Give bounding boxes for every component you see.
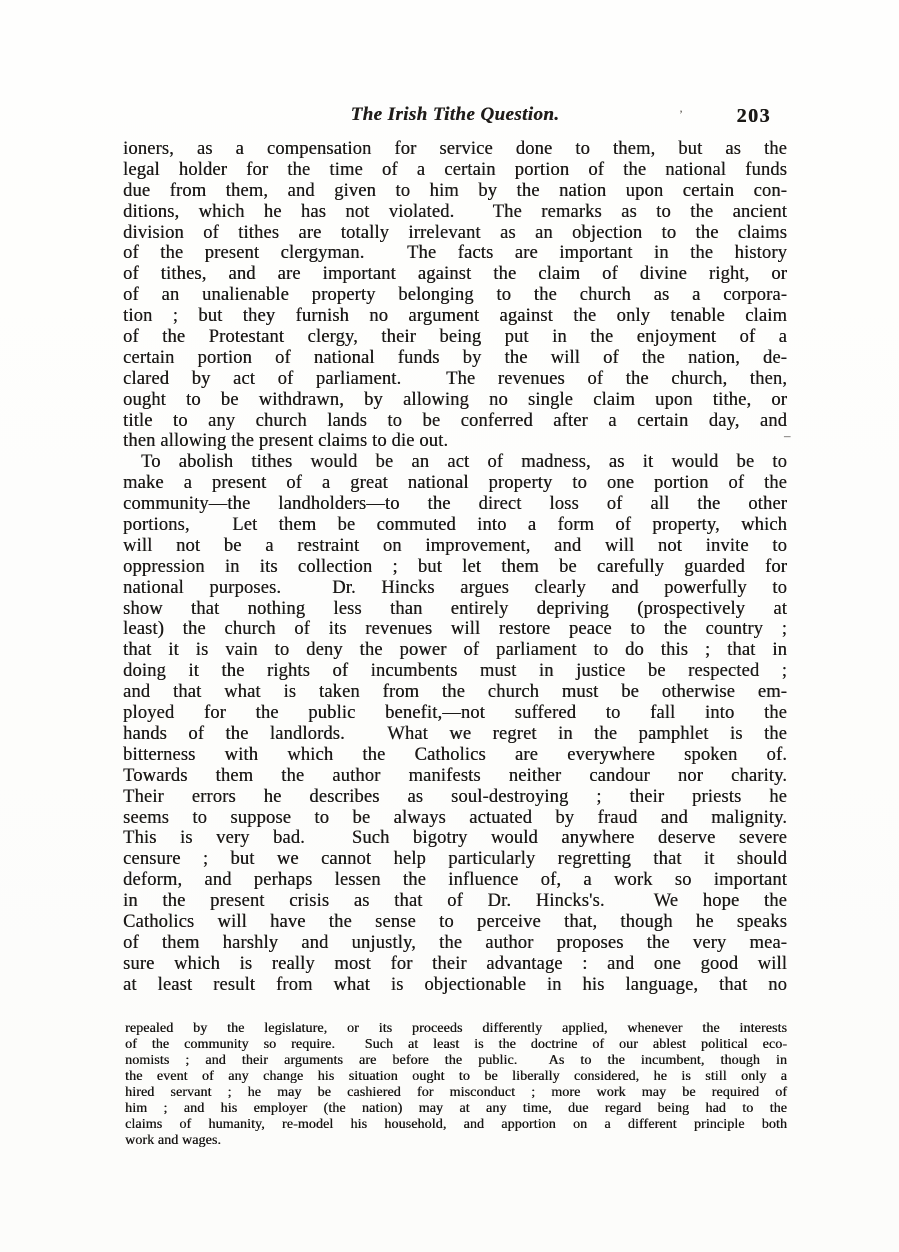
text-line: doing it the rights of incumbents must in justice be respected ;	[123, 661, 787, 682]
text-line: in the present crisis as that of Dr. Hincks's. We hope the	[123, 891, 787, 912]
text-line: bitterness with which the Catholics are everywhere spoken of.	[123, 744, 787, 765]
footnote-text	[125, 1021, 787, 1149]
text-line: of tithes, and are important against the claim of divine right, or	[123, 264, 787, 285]
text-line: title to any church lands to be conferred after a certain day, and	[123, 410, 787, 431]
text-line: due from them, and given to him by the nation upon certain con-	[123, 180, 787, 201]
text-line: division of tithes are totally irrelevant as an objection to the claims	[123, 222, 787, 243]
text-line: repealed by the legislature, or its proceeds differently applied, whenever the interests	[125, 1021, 787, 1036]
text-line: seems to suppose to be always actuated by fraud and malignity.	[123, 807, 787, 828]
paragraph-continuation	[123, 139, 787, 452]
text-line: of the present clergyman. The facts are important in the history	[123, 243, 787, 264]
text-line: at least result from what is objectionable in his language, that no	[123, 974, 787, 995]
text-line: oppression in its collection ; but let them be carefully guarded for	[123, 556, 787, 577]
text-line: Catholics will have the sense to perceive that, though he speaks	[123, 911, 787, 932]
text-line: least) the church of its revenues will restore peace to the country ;	[123, 619, 787, 640]
running-header	[123, 104, 787, 128]
text-line: legal holder for the time of a certain portion of the national funds	[123, 159, 787, 180]
text-line: To abolish tithes would be an act of madness, as it would be to	[141, 452, 787, 473]
text-line: This is very bad. Such bigotry would anywhere deserve severe	[123, 828, 787, 849]
text-line: of an unalienable property belonging to the church as a corpora-	[123, 285, 787, 306]
text-line: that it is vain to deny the power of parliament to do this ; that in	[123, 640, 787, 661]
text-line: clared by act of parliament. The revenues of the church, then,	[123, 368, 787, 389]
body-text	[123, 139, 787, 996]
text-line: tion ; but they furnish no argument against the only tenable claim	[123, 306, 787, 327]
scan-artifact-speck: ’	[679, 107, 683, 121]
text-line: of the community so require. Such at least is the doctrine of our ablest political eco-	[125, 1037, 787, 1052]
text-line: of them harshly and unjustly, the author proposes the very mea-	[123, 932, 787, 953]
paragraph-second	[123, 452, 787, 995]
text-line: certain portion of national funds by the will of the nation, de-	[123, 347, 787, 368]
text-line: then allowing the present claims to die out.	[123, 431, 449, 452]
text-line: ployed for the public benefit,—not suffered to fall into the	[123, 703, 787, 724]
text-line: work and wages.	[125, 1133, 221, 1148]
text-line: ought to be withdrawn, by allowing no single claim upon tithe, or	[123, 389, 787, 410]
text-line: ioners, as a compensation for service done to them, but as the	[123, 139, 787, 159]
text-line: community—the landholders—to the direct loss of all the other	[123, 494, 787, 515]
text-line: and that what is taken from the church must be otherwise em-	[123, 682, 787, 703]
text-line: the event of any change his situation ought to be liberally considered, he is still only a	[125, 1069, 787, 1084]
text-line: show that nothing less than entirely depriving (prospectively at	[123, 598, 787, 619]
text-line: of the Protestant clergy, their being put in the enjoyment of a	[123, 327, 787, 348]
page-number: 203	[736, 105, 771, 127]
text-line: claims of humanity, re-model his household, and apportion on a different principle both	[125, 1117, 787, 1132]
text-line: hired servant ; he may be cashiered for misconduct ; more work may be required of	[125, 1085, 787, 1100]
text-line: hands of the landlords. What we regret in the pamphlet is the	[123, 723, 787, 744]
text-line: Towards them the author manifests neither candour nor charity.	[123, 765, 787, 786]
text-line: portions, Let them be commuted into a form of property, which	[123, 515, 787, 536]
text-line: ditions, which he has not violated. The remarks as to the ancient	[123, 201, 787, 222]
page-title: The Irish Tithe Question.	[350, 104, 560, 125]
text-line: nomists ; and their arguments are before the public. As to the incumbent, though in	[125, 1053, 787, 1068]
text-line: him ; and his employer (the nation) may at any time, due regard being had to the	[125, 1101, 787, 1116]
text-line: make a present of a great national property to one portion of the	[123, 473, 787, 494]
text-line: Their errors he describes as soul-destroying ; their priests he	[123, 786, 787, 807]
text-line: censure ; but we cannot help particularly regretting that it should	[123, 849, 787, 870]
text-line: national purposes. Dr. Hincks argues clearly and powerfully to	[123, 577, 787, 598]
text-line: deform, and perhaps lessen the influence of, a work so important	[123, 870, 787, 891]
text-line: will not be a restraint on improvement, and will not invite to	[123, 535, 787, 556]
text-line: sure which is really most for their advantage : and one good will	[123, 953, 787, 974]
scan-artifact-dash: –	[784, 428, 791, 443]
